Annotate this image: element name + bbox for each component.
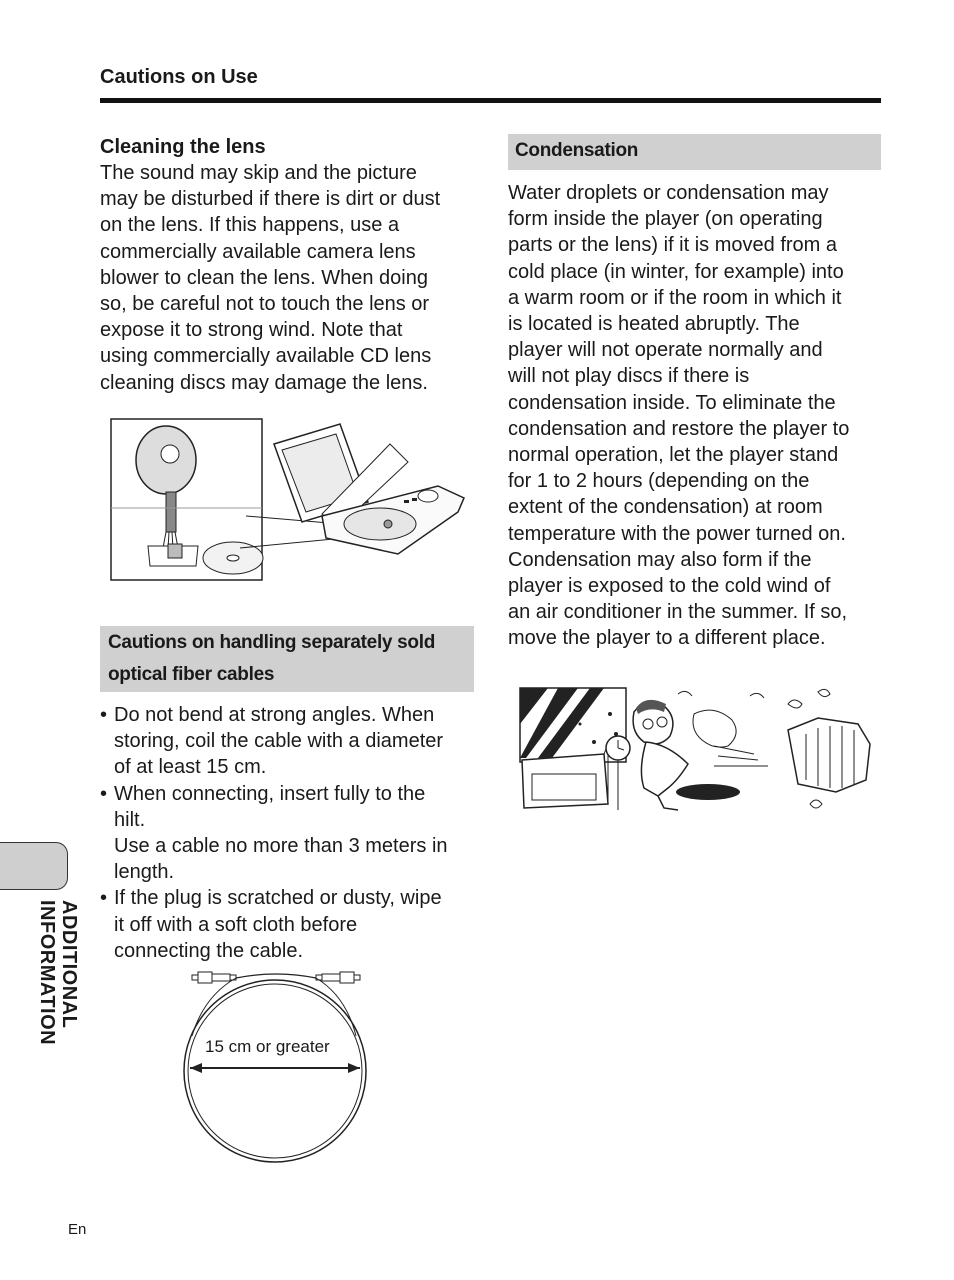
inset-lens [168,544,182,558]
bullet-line: Use a cable no more than 3 meters in [114,835,448,858]
lens-paragraph [100,160,475,396]
bullet-line: Do not bend at strong angles. When [114,704,435,726]
arrow-right-icon [348,1063,360,1073]
condensation-line: parts or the lens) if it is moved from a [508,234,838,257]
heater-icon [788,718,870,792]
lens-line: blower to clean the lens. When doing [100,266,428,289]
condensation-illustration [518,684,880,824]
bullet-dot: • [100,782,108,805]
condensation-line: move the player to a different place. [508,627,826,650]
condensation-line: is located is heated abruptly. The [508,313,800,336]
fiber-bullet-1 [100,702,475,781]
condensation-line: Condensation may also form if the [508,548,812,571]
condensation-line: player will not operate normally and [508,339,823,362]
bullet-dot: • [100,704,108,726]
player-dpad [418,490,438,502]
cable-coil-diagram [180,966,380,1170]
lens-line: may be disturbed if there is dirt or dust [100,188,441,211]
lens-line: so, be careful not to touch the lens or [100,293,430,316]
page-language: En [68,1221,87,1238]
fiber-bullet-list [100,702,475,964]
bullet-line: length. [114,861,175,884]
section-tab-label [36,900,80,1045]
lens-line: commercially available camera lens [100,240,416,263]
condensation-line: condensation and restore the player to [508,417,850,440]
condensation-line: normal operation, let the player stand [508,444,839,467]
fiber-heading-box [100,626,474,692]
bullet-line: connecting the cable. [114,939,304,962]
condensation-line: cold place (in winter, for example) into [508,260,844,283]
lens-line: on the lens. If this happens, use a [100,214,400,237]
condensation-heading-box [508,134,881,170]
blower-nozzle [166,492,176,532]
section-tab-label-line1: ADDITIONAL [58,900,80,1029]
condensation-line: an air conditioner in the summer. If so, [508,601,848,624]
lens-heading: Cleaning the lens [100,136,266,158]
arrow-left-icon [190,1063,202,1073]
bullet-line: hilt. [114,808,146,831]
fiber-bullet-3 [100,885,475,964]
bullet-line: storing, coil the cable with a diameter [114,730,444,753]
condensation-line: player is exposed to the cold wind of [508,575,831,598]
bullet-line: If the plug is scratched or dusty, wipe [114,887,442,910]
lens-cleaning-illustration [108,416,468,584]
bullet-dot: • [100,887,108,910]
section-tab-label-line2: INFORMATION [36,900,58,1046]
condensation-line: a warm room or if the room in which it [508,286,842,309]
lens-section [100,132,475,396]
section-title: Cautions on Use [100,66,258,88]
condensation-paragraph [508,180,888,652]
fiber-bullet-2 [100,781,475,886]
fiber-heading-line2: optical fiber cables [108,664,275,685]
condensation-line: condensation inside. To eliminate the [508,391,836,414]
section-tab [0,842,68,890]
bullet-line: When connecting, insert fully to the [114,782,426,805]
coil-outer [184,980,366,1162]
coil-inner [188,984,362,1158]
lens-line: cleaning discs may damage the lens. [100,371,428,394]
plug-right-icon [340,972,354,983]
lens-line: using commercially available CD lens [100,345,432,368]
player-disc [344,508,416,540]
condensation-line: extent of the condensation) at room [508,496,823,519]
condensation-line: Water droplets or condensation may [508,182,829,204]
condensation-line: for 1 to 2 hours (depending on the [508,470,810,493]
bullet-line: of at least 15 cm. [114,756,267,779]
condensation-line: will not play discs if there is [508,365,750,388]
condensation-heading: Condensation [515,140,639,161]
puddle [676,784,740,800]
plug-left-icon [198,972,212,983]
diameter-label: 15 cm or greater [205,1037,330,1056]
condensation-line: form inside the player (on operating [508,208,823,231]
fiber-heading-line1: Cautions on handling separately sold [108,632,436,653]
condensation-line: temperature with the power turned on. [508,522,846,545]
header-rule [100,98,881,103]
bullet-line: it off with a soft cloth before [114,913,358,936]
lens-line: expose it to strong wind. Note that [100,319,403,342]
lens-line: The sound may skip and the picture [100,162,417,184]
wind-cloud [693,710,736,747]
